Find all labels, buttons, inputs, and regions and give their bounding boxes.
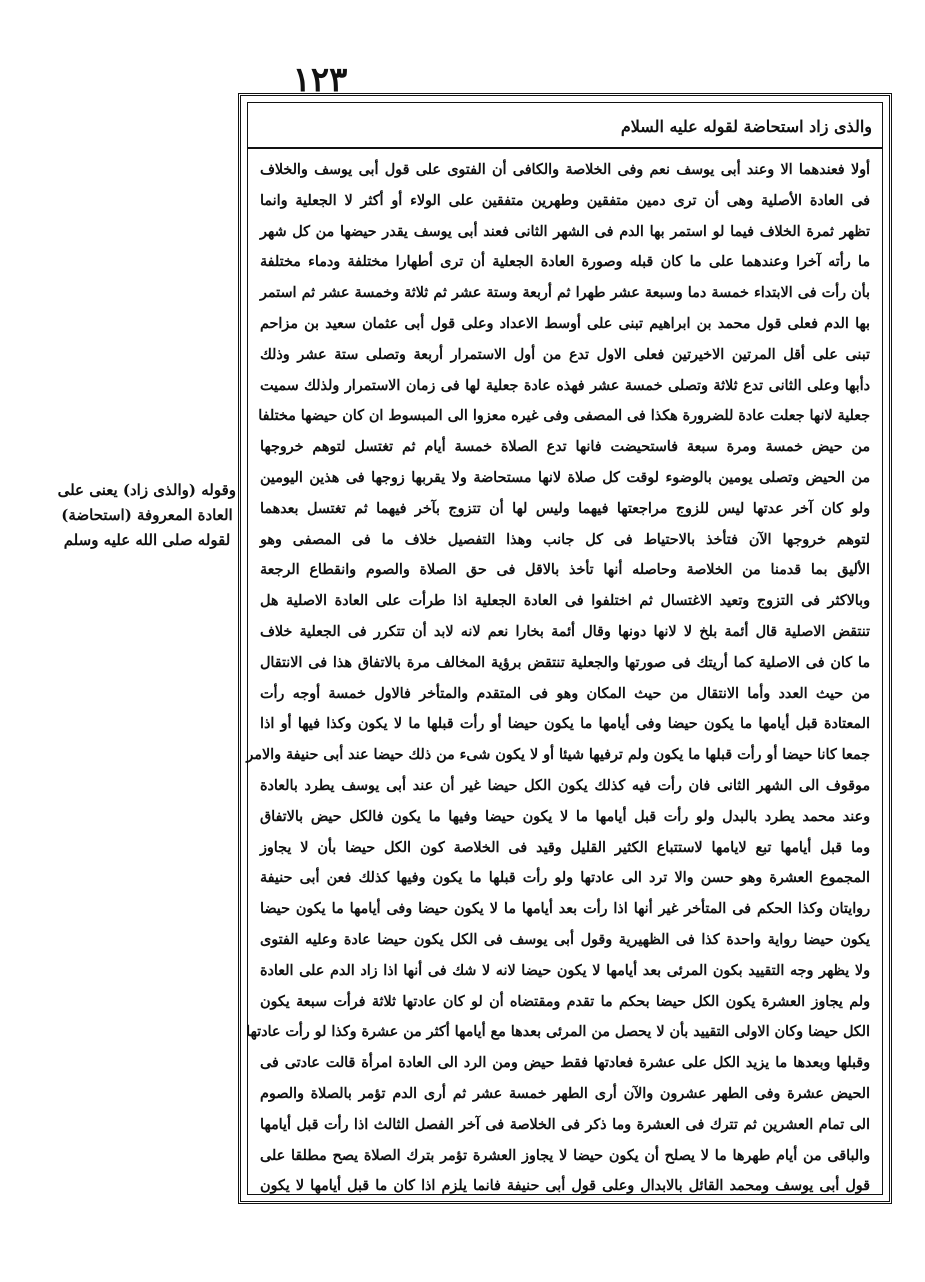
text-line: ولم يجاوز العشرة يكون الكل حيضا بحكم ما تقدم ومقتضاه أن لو كان عادتها ثلاثة فرأت سبعة يكون [260, 993, 870, 1010]
text-line: ولو كان آخر عدتها ليس للزوج مراجعتها فيهما وليس لها أن تتزوج بآخر فيهما ثم تغتسل بعدهما [260, 500, 870, 517]
text-line: جمعا كانا حيضا أو رأت قبلها ما يكون ولم ترفيها شيئا أو لا يكون شىء من ذلك حيضا عند أبى حنيفة والامر [246, 747, 870, 764]
text-line: من حيض خمسة ومرة سبعة فاستحيضت فانها تدع الصلاة خمسة أيام ثم تغتسل لتوهم خروجها [260, 439, 870, 456]
text-line: من حيث العدد وأما الانتقال من حيث المكان وهو فى المتقدم والمتأخر فالاول خمسة أوجه رأت [260, 685, 870, 702]
text-line: بها الدم فعلى قول محمد بن ابراهيم تبنى على أوسط الاعداد وعلى قول أبى عثمان سعيد بن مزاحم [260, 315, 870, 332]
text-line: الى تمام العشرين ثم تترك فى العشرة وما ذكر فى الخلاصة فى آخر الفصل الثالث اذا رأت قبل أيامها [260, 1116, 870, 1133]
text-line: المجموع العشرة وهو حسن والا ترد الى عادتها ولو رأت قبلها ما يكون وفيها كذلك فعن أبى حنيفة [260, 870, 870, 887]
text-line: وعند محمد يطرد بالبدل ولو رأت قبل أيامها ما لا يكون حيضا وفيها ما يكون فالكل حيض بالاتفاق [260, 808, 870, 825]
page-frame [238, 93, 892, 1204]
margin-note-line: العادة المعروفة (استحاضة) [61, 506, 233, 524]
text-line: ما رأته آخرا وعندهما على ما كان قبله وصورة العادة الجعلية أن ترى أطهارا مختلفة ودماء مختلفة [260, 254, 870, 271]
margin-note [58, 478, 236, 568]
margin-note-line: لقوله صلى الله عليه وسلم [63, 531, 231, 549]
text-line: جعلية لانها جعلت عادة للضرورة هكذا فى المصفى وفى غيره معزوا الى المبسوط ان كان حيضها مختلفا [258, 408, 870, 425]
text-line: ولا يظهر وجه التقييد بكون المرئى بعد أيامها لا يكون حيضا لانه لا شك فى أنها اذا زاد الدم على العادة [260, 962, 870, 979]
text-line: لتوهم خروجها الآن فتأخذ بالاحتياط فى كل جانب وهذا التفصيل خلاف ما فى المصفى وهو [260, 531, 870, 548]
text-line: الكل حيضا وكان الاولى التقييد بأن لا يحصل من المرئى بعدها مع أيامها أكثر من عشرة وكذا لو رأت عادتها [246, 1024, 870, 1041]
text-line: فى العادة الأصلية وهى أن ترى دمين متفقين وطهرين متفقين على الولاء أو أكثر لا الجعلية وانما [260, 192, 870, 209]
text-line: موقوف الى الشهر الثانى فان رأت فيه كذلك يكون الكل حيضا غير أن عند أبى يوسف يطرد بالعادة [260, 777, 870, 794]
text-line: بأن رأت فى الابتداء خمسة دما وسبعة عشر طهرا ثم أربعة وستة عشر ثم ثلاثة وخمسة عشر ثم استمر [260, 285, 870, 302]
main-text [246, 155, 870, 1195]
text-line: الحيض عشرة وفى الطهر عشرون والآن أرى الطهر خمسة عشر ثم أرى الدم تؤمر بالصلاة والصوم [260, 1085, 870, 1102]
text-line: تبنى على أقل المرتين الاخيرتين فعلى الاول تدع من أول الاستمرار أربعة وتصلى ستة عشر وذلك [260, 346, 870, 363]
text-line: وقبلها وبعدها ما يزيد الكل على عشرة فعادتها فقط حيض ومن الرد الى العادة امرأة قالت عادتى فى [260, 1055, 870, 1072]
text-line: المعتادة قبل أيامها ما يكون حيضا وفى أيامها ما يكون حيضا أو رأت قبلها ما لا يكون وكذا فيها أو اذا [260, 716, 870, 733]
text-line: ما كان فى الاصلية كما أريتك فى صورتها والجعلية تنتقض برؤية المخالف مرة بالاتفاق هذا فى الانتقال [260, 654, 870, 671]
text-line: وبالاكثر فى التزوج وتعيد الاغتسال ثم اختلفوا فى العادة الجعلية اذا طرأت على العادة الاصلية هل [260, 593, 870, 610]
page-header: والذى زاد استحاضة لقوله عليه السلام [620, 117, 872, 136]
inner-frame [247, 102, 883, 1195]
text-line: قول أبى يوسف ومحمد القائل بالابدال وعلى قول أبى حنيفة فانما يلزم اذا كان ما قبل أيامها لا يكون [260, 1178, 870, 1195]
text-line: أولا فعندهما الا وعند أبى يوسف نعم وفى الخلاصة والكافى أن الفتوى على قول أبى يوسف والخلاف [260, 162, 870, 178]
text-line: والباقى من أيام طهرها ما لا يصلح أن يكون حيضا لا يجاوز العشرة تؤمر بترك الصلاة يصح مطلقا على [260, 1147, 870, 1164]
text-line: تظهر ثمرة الخلاف فيما لو استمر بها الدم فى الشهر الثانى فعند أبى يوسف يقدر حيضها من كل شهر [260, 223, 870, 240]
text-line: دأبها وعلى الثانى تدع ثلاثة وتصلى خمسة عشر فهذه عادة جعلية لها فى زمان الاستمرار ولذلك سميت [260, 377, 870, 394]
text-line: روايتان وكذا الحكم فى المتأخر غير أنها اذا رأت بعد أيامها ما لا يكون حيضا وفى أيامها ما يكون حيضا [260, 901, 870, 918]
margin-note-line: وقوله (والذى زاد) يعنى على [57, 481, 236, 499]
text-line: تنتقض الاصلية قال أئمة بلخ لا لانها دونها وقال أئمة بخارا نعم لانه لابد أن تتكرر فى الجعلية خلاف [260, 623, 870, 640]
text-line: الأليق بما قدمنا من الخلاصة وحاصله أنها تأخذ بالاقل فى حق الصلاة والصوم وانقطاع الرجعة [260, 562, 870, 579]
text-line: يكون حيضا رواية واحدة كذا فى الظهيرية وقول أبى يوسف فى الكل يكون حيضا عادة وعليه الفتوى [260, 931, 870, 948]
text-line: وما قبل أيامها تبع لايامها لاستتباع الكثير القليل وقيد فى الخلاصة كون الكل حيضا بأن لا يجاوز [260, 839, 870, 856]
header-divider [248, 147, 882, 149]
page-number: ١٢٣ [292, 60, 348, 100]
text-line: من الحيض وتصلى يومين بالوضوء لوقت كل صلاة لانها مستحاضة ولا يقربها زوجها فى هذين اليومين [260, 469, 870, 486]
